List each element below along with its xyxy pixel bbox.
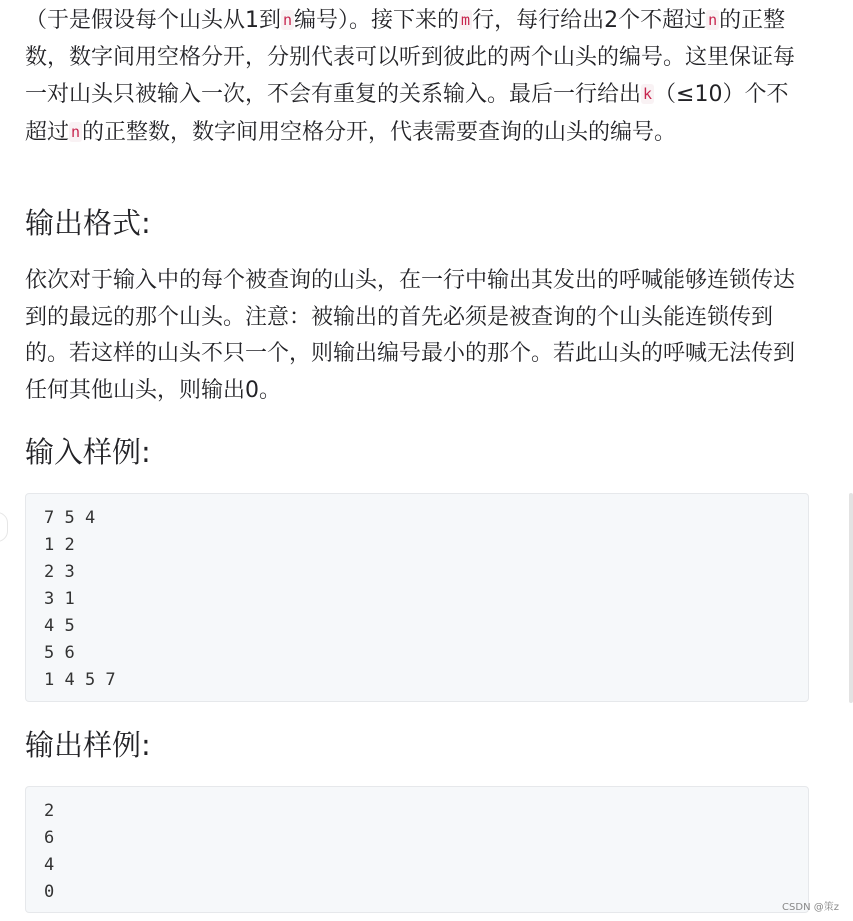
input-sample-heading: 输入样例: — [25, 435, 151, 469]
text-segment: 的正整数，数字间用空格分开，代表需要查询的山头的编号。 — [82, 119, 677, 145]
inline-code-n: n — [71, 122, 81, 141]
text-segment: （于是假设每个山头从1到 — [25, 8, 281, 33]
code-line: 6 — [44, 828, 55, 848]
code-line: 4 5 — [44, 616, 75, 636]
code-line: 2 — [44, 801, 55, 821]
code-line: 3 1 — [44, 589, 75, 609]
code-line: 4 — [44, 855, 55, 875]
inline-code-n: n — [708, 11, 718, 29]
code-line: 7 5 4 — [44, 508, 96, 528]
inline-code-k: k — [643, 85, 653, 103]
code-line: 1 2 — [44, 535, 75, 555]
csdn-watermark: CSDN @策z — [782, 902, 839, 913]
code-line: 0 — [44, 882, 55, 902]
text-segment: 行，每行给出2个不超过 — [472, 8, 707, 33]
code-line: 1 4 5 7 — [44, 670, 116, 690]
output-sample-heading: 输出样例: — [25, 728, 151, 762]
collapse-handle[interactable] — [0, 512, 8, 542]
inline-code-n: n — [283, 11, 293, 29]
code-line: 2 3 — [44, 562, 75, 582]
output-sample-code-block — [25, 786, 809, 913]
output-format-heading: 输出格式: — [25, 206, 151, 240]
code-line: 5 6 — [44, 643, 75, 663]
text-segment: 的正整数，数字间用空格分开，分别代表可以听到彼此的两个山头的编号。这里保证每一对山头只被输入一次，不会有重复的关系输入。最后一行给出 — [25, 8, 796, 107]
scrollbar[interactable] — [849, 493, 853, 703]
text-segment: （≤10）个不超过 — [25, 82, 789, 145]
inline-code-m: m — [461, 11, 471, 29]
input-format-text — [25, 2, 810, 151]
text-segment: 编号）。接下来的 — [294, 8, 460, 33]
output-format-text: 依次对于输入中的每个被查询的山头，在一行中输出其发出的呼喊能够连锁传达到的最远的那个山头。注意：被输出的首先必须是被查询的个山头能连锁传到的。若这样的山头不只一个，则输出编号最小的那个。若此山头的呼喊无法传到任何其他山头，则输出0。 — [25, 268, 796, 403]
input-sample-code-block — [25, 493, 809, 702]
